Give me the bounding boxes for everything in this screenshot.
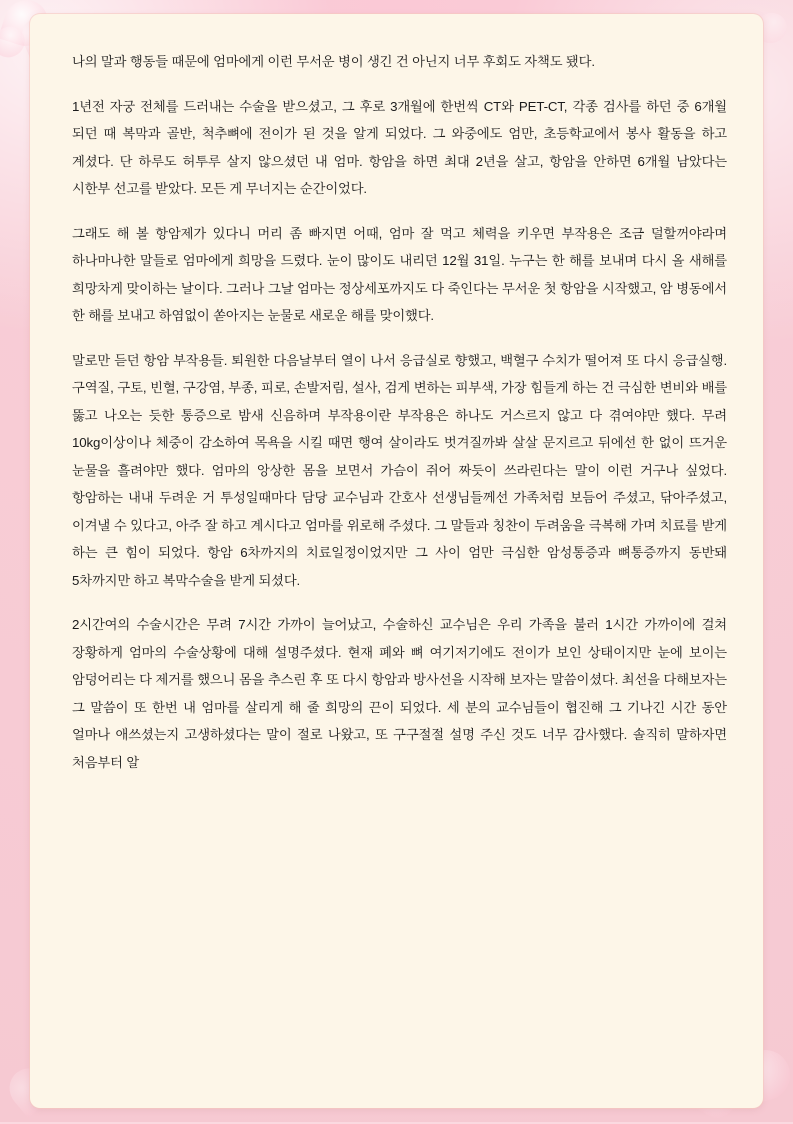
blossom-decoration-icon — [0, 21, 31, 64]
document-sheet — [30, 14, 763, 1108]
paragraph: 말로만 듣던 항암 부작용들. 퇴원한 다음날부터 열이 나서 응급실로 향했고, 백혈구 수치가 떨어져 또 다시 응급실행. 구역질, 구토, 빈혈, 구강염, 부종, 피로, 손발저림, 설사, 검게 변하는 피부색, 가장 힘들게 하는 건 극심한 변비와 배를 뚫고 나오는 듯한 통증으로 밤새 신음하며 부작용이란 부작용은 하나도 거스르지 않고 다 겪여야만 했다. 무려 10kg이상이나 체중이 감소하여 목욕을 시킬 때면 행여 살이라도 벗겨질까봐 살살 문지르고 뒤에선 한 없이 뜨거운 눈물을 흘려야만 했다. 엄마의 앙상한 몸을 보면서 가슴이 쥐어 짜듯이 쓰라린다는 말이 이런 거구나 싶었다. 항암하는 내내 두려운 거 투성일때마다 담당 교수님과 간호사 선생님들께선 가족처럼 보듬어 주셨고, 닦아주셨고, 이겨낼 수 있다고, 아주 잘 하고 계시다고 엄마를 위로해 주셨다. 그 말들과 칭찬이 두려움을 극복해 가며 치료를 받게 하는 큰 힘이 되었다. 항암 6차까지의 치료일정이었지만 그 사이 엄만 극심한 암성통증과 뼈통증까지 동반돼 5차까지만 하고 복막수술을 받게 되셨다. — [72, 352, 727, 588]
paragraph: 1년전 자궁 전체를 드러내는 수술을 받으셨고, 그 후로 3개월에 한번씩 CT와 PET-CT, 각종 검사를 하던 중 6개월 되던 때 복막과 골반, 척추뼈에 전이가 된 것을 알게 되었다. 그 와중에도 엄만, 초등학교에서 봉사 활동을 하고 계셨다. 단 하루도 허투루 살지 않으셨던 내 엄마. 항암을 하면 최대 2년을 살고, 항암을 안하면 6개월 남았다는 시한부 선고를 받았다. 모든 게 무너지는 순간이었다. — [72, 98, 727, 197]
paragraph: 2시간여의 수술시간은 무려 7시간 가까이 늘어났고, 수술하신 교수님은 우리 가족을 불러 1시간 가까이에 걸쳐 장황하게 엄마의 수술상황에 대해 설명주셨다. 현재 폐와 뼈 여기저기에도 전이가 보인 상태이지만 눈에 보이는 암덩어리는 다 제거를 했으니 몸을 추스린 후 또 다시 항암과 방사선을 시작해 보자는 말씀이셨다. 최선을 다해보자는 그 말씀이 또 한번 내 엄마를 살리게 해 줄 희망의 끈이 되었다. 세 분의 교수님들이 협진해 그 기나긴 시간 동안 얼마나 애쓰셨는지 고생하셨다는 말이 절로 나왔고, 또 구구절절 설명 주신 것도 너무 감사했다. 솔직히 말하자면 처음부터 알 — [72, 617, 727, 770]
paragraph: 그래도 해 볼 항암제가 있다니 머리 좀 빠지면 어때, 엄마 잘 먹고 체력을 키우면 부작용은 조금 덜할꺼야라며 하나마나한 말들로 엄마에게 희망을 드렸다. 눈이 많이도 내리던 12월 31일. 누구는 한 해를 보내며 다시 올 새해를 희망차게 맞이하는 날이다. 그러나 그날 엄마는 정상세포까지도 다 죽인다는 무서운 첫 항암을 시작했고, 암 병동에서 한 해를 보내고 하염없이 쏟아지는 눈물로 새로운 해를 맞이했다. — [72, 225, 727, 324]
paragraph: 나의 말과 행동들 때문에 엄마에게 이런 무서운 병이 생긴 건 아닌지 너무 후회도 자책도 됐다. — [72, 54, 595, 69]
document-body — [72, 48, 727, 776]
